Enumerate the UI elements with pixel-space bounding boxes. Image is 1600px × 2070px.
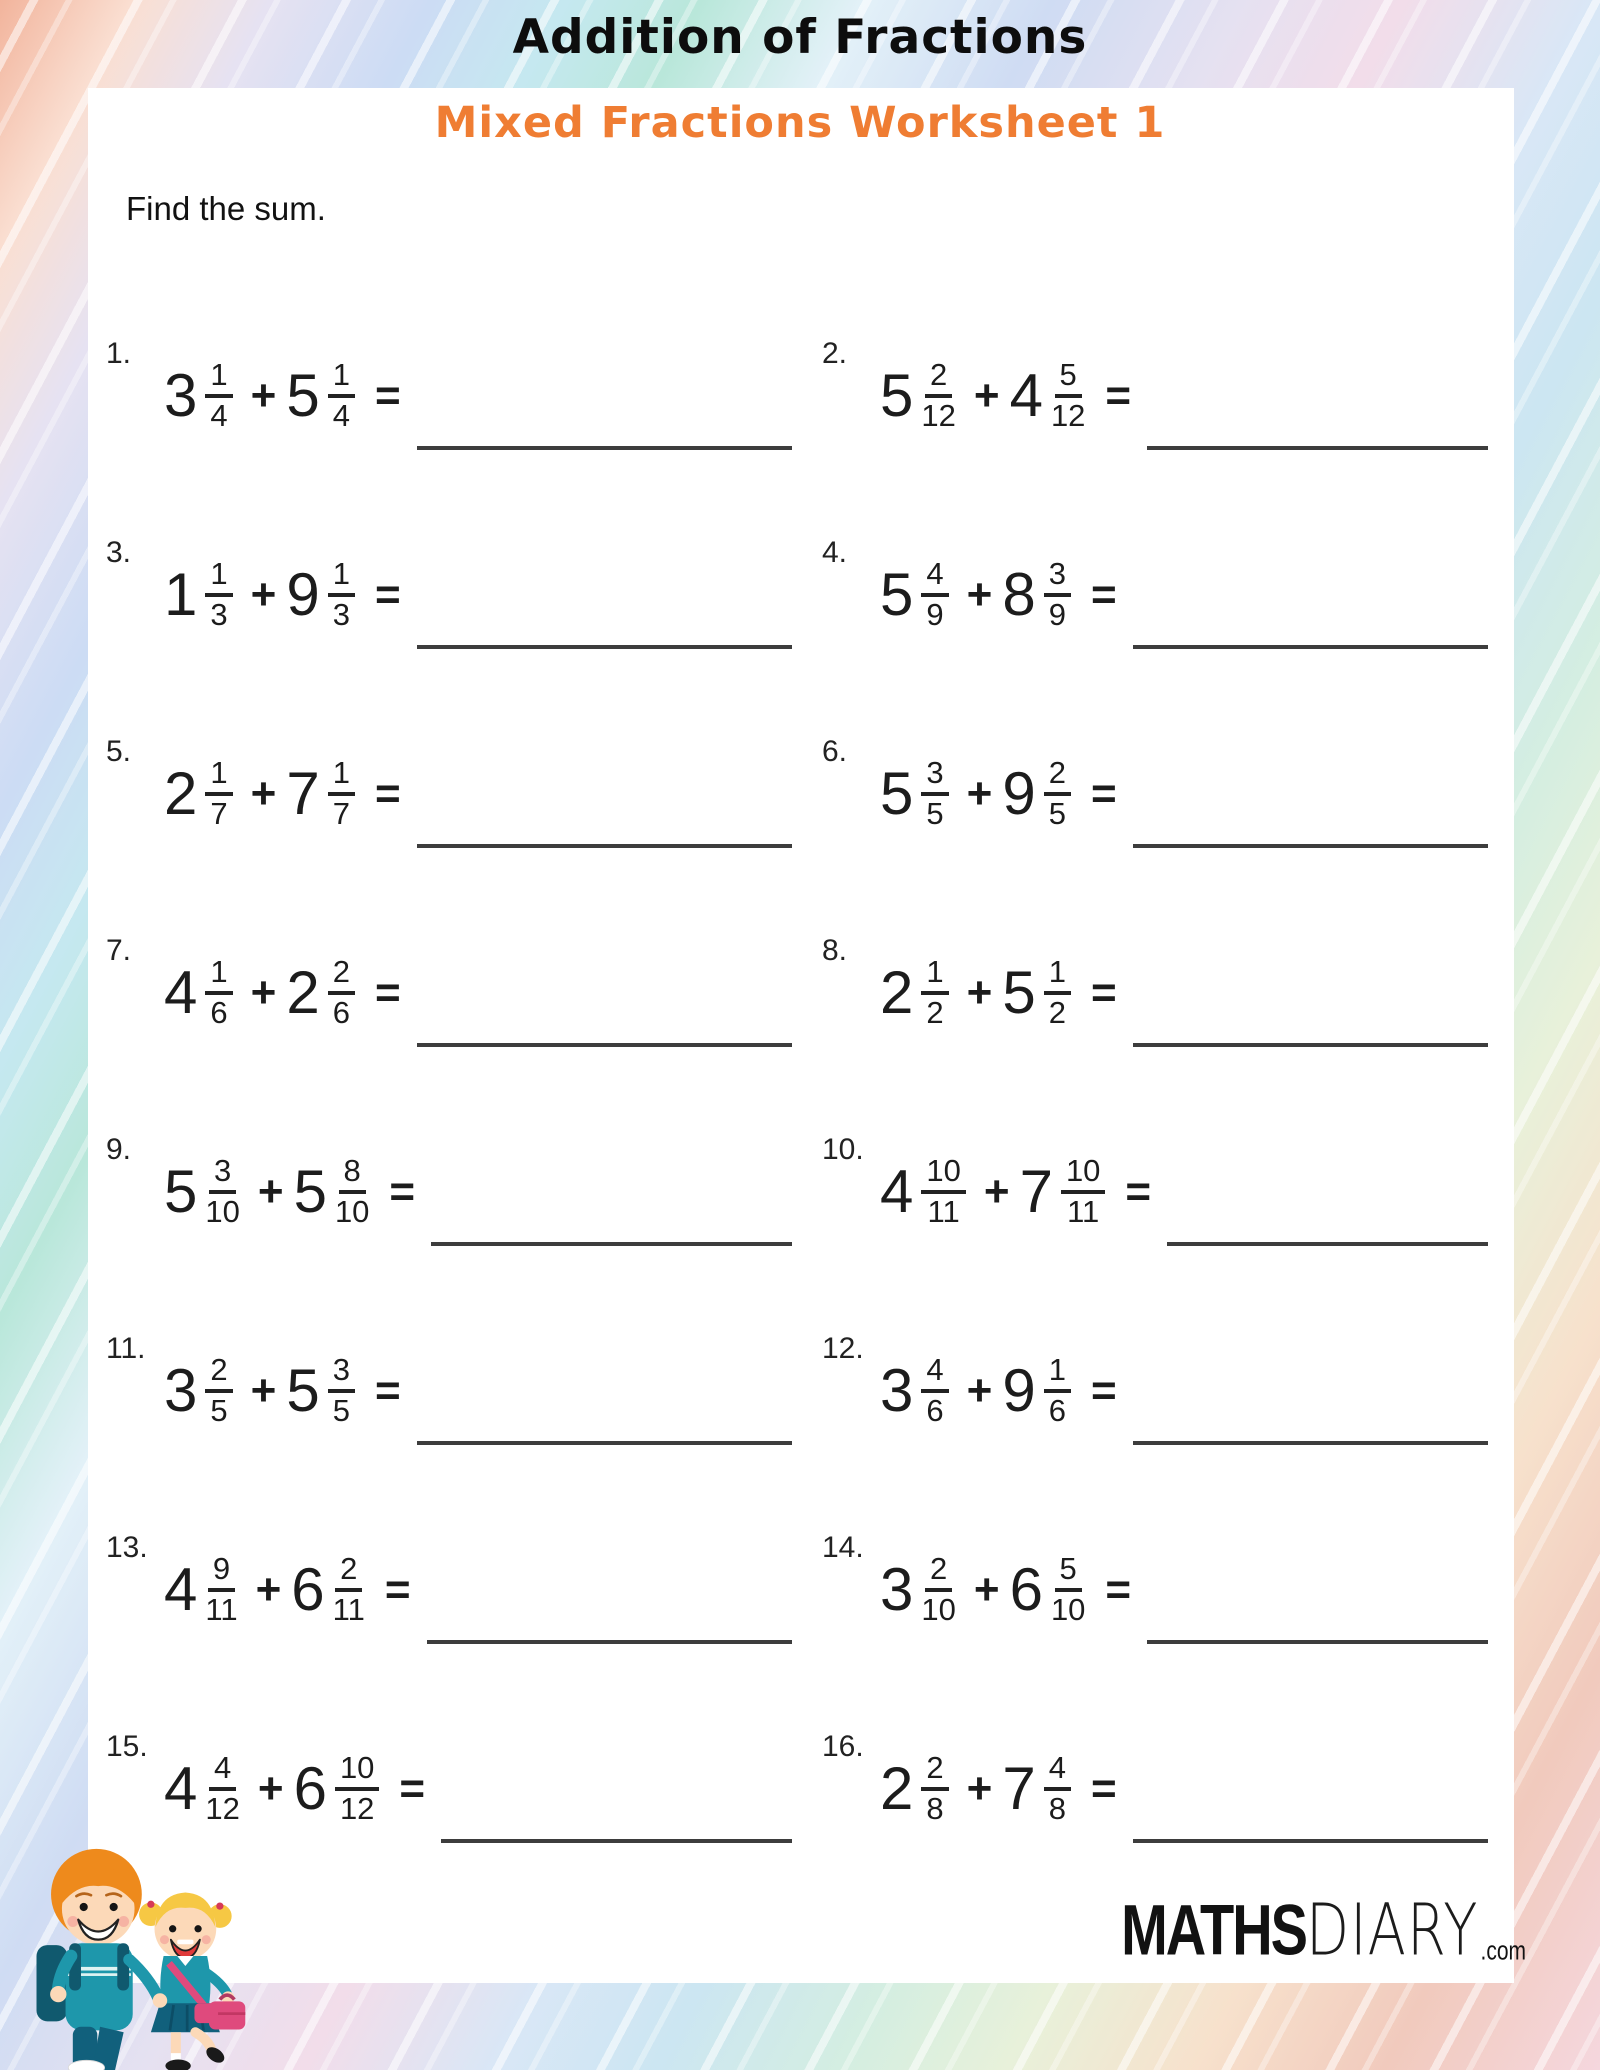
problem-number: 3. — [106, 535, 132, 569]
plus-sign: + — [966, 1365, 993, 1415]
answer-blank-line — [1133, 1043, 1488, 1047]
problem — [818, 495, 1514, 694]
fraction-2-numerator: 1 — [1044, 956, 1071, 995]
problem-number: 8. — [822, 933, 848, 967]
fraction-1 — [921, 1351, 948, 1428]
whole-number-2-value: 2 — [286, 958, 320, 1026]
fraction-2-denominator: 12 — [339, 1790, 375, 1826]
fraction-2-denominator: 6 — [332, 994, 350, 1030]
problem-number: 9. — [106, 1132, 132, 1166]
equals-sign: = — [1090, 967, 1117, 1017]
equals-sign: = — [384, 1564, 411, 1614]
fraction-1 — [921, 1550, 956, 1627]
fraction-2-numerator: 3 — [1044, 558, 1071, 597]
fraction-2-numerator: 2 — [1044, 757, 1071, 796]
fraction-1 — [205, 1152, 240, 1229]
equals-sign: = — [1105, 370, 1132, 420]
whole-number-2 — [286, 1356, 320, 1424]
plus-sign: + — [983, 1166, 1010, 1216]
problem-number: 14. — [822, 1530, 864, 1564]
whole-number-2-value: 9 — [1002, 759, 1036, 827]
problem-number: 7. — [106, 933, 132, 967]
equals-sign: = — [374, 370, 401, 420]
problems-grid — [106, 296, 1514, 1888]
fraction-1-denominator: 10 — [205, 1193, 240, 1229]
problem — [106, 893, 818, 1092]
fraction-2-denominator: 5 — [332, 1392, 350, 1428]
answer-blank-line — [1167, 1242, 1488, 1246]
fraction-2-denominator: 7 — [332, 795, 350, 831]
fraction-1-numerator: 1 — [205, 359, 232, 398]
fraction-1-denominator: 5 — [210, 1392, 228, 1428]
fraction-2 — [1044, 1351, 1071, 1428]
fraction-2 — [328, 754, 355, 831]
whole-number-2 — [293, 1754, 327, 1822]
equals-sign: = — [374, 967, 401, 1017]
whole-number-1: 5 — [164, 1157, 198, 1225]
plus-sign: + — [973, 370, 1000, 420]
whole-number-2 — [286, 361, 320, 429]
plus-sign: + — [250, 569, 277, 619]
whole-number-1: 2 — [880, 958, 914, 1026]
answer-blank-line — [1133, 1839, 1488, 1843]
fraction-1-numerator: 1 — [205, 757, 232, 796]
fraction-1 — [205, 1351, 232, 1428]
fraction-2-numerator: 1 — [1044, 1354, 1071, 1393]
fraction-1-denominator: 3 — [210, 596, 228, 632]
fraction-1-denominator: 10 — [921, 1591, 956, 1627]
plus-sign: + — [250, 370, 277, 420]
fraction-2-denominator: 2 — [1048, 994, 1066, 1030]
fraction-1-denominator: 12 — [205, 1790, 240, 1826]
fraction-2-denominator: 9 — [1048, 596, 1066, 632]
answer-blank-line — [1133, 1441, 1488, 1445]
fraction-2-denominator: 8 — [1048, 1790, 1066, 1826]
fraction-1 — [921, 1749, 948, 1826]
fraction-2-denominator: 11 — [332, 1591, 365, 1627]
problem-number: 12. — [822, 1331, 864, 1365]
fraction-1-numerator: 3 — [209, 1155, 236, 1194]
fraction-1-numerator: 3 — [921, 757, 948, 796]
problem-number: 6. — [822, 734, 848, 768]
fraction-1-denominator: 12 — [921, 397, 956, 433]
fraction-2-denominator: 10 — [1050, 1591, 1086, 1627]
equals-sign: = — [374, 569, 401, 619]
problem-number: 4. — [822, 535, 848, 569]
equals-sign: = — [1090, 1763, 1117, 1813]
fraction-2-numerator: 5 — [1055, 359, 1082, 398]
problem — [106, 296, 818, 495]
fraction-1 — [205, 1749, 240, 1826]
fraction-2 — [1044, 953, 1071, 1030]
whole-number-1: 4 — [164, 1754, 198, 1822]
whole-number-1: 4 — [880, 1157, 914, 1225]
fraction-2 — [334, 1152, 370, 1229]
fraction-1 — [921, 953, 948, 1030]
instruction-text: Find the sum. — [126, 190, 326, 227]
fraction-2-denominator: 10 — [334, 1193, 370, 1229]
fraction-2-numerator: 10 — [1061, 1155, 1105, 1194]
plus-sign: + — [255, 1564, 282, 1614]
equals-sign: = — [1090, 1365, 1117, 1415]
answer-blank-line — [417, 1441, 792, 1445]
fraction-2 — [1061, 1152, 1105, 1229]
fraction-2 — [328, 1351, 355, 1428]
whole-number-2 — [1002, 958, 1036, 1026]
fraction-2 — [328, 555, 355, 632]
problem — [818, 694, 1514, 893]
problem — [818, 893, 1514, 1092]
fraction-1 — [205, 356, 232, 433]
problem — [818, 296, 1514, 495]
fraction-1 — [205, 1550, 238, 1627]
fraction-1-denominator: 11 — [205, 1591, 238, 1627]
whole-number-2 — [1002, 1754, 1036, 1822]
problem-number: 1. — [106, 336, 132, 370]
fraction-2-denominator: 11 — [1067, 1193, 1100, 1229]
fraction-1-denominator: 6 — [926, 1392, 944, 1428]
whole-number-1: 5 — [880, 759, 914, 827]
answer-blank-line — [1133, 645, 1488, 649]
fraction-1 — [921, 555, 948, 632]
whole-number-2-value: 6 — [1009, 1555, 1043, 1623]
plus-sign: + — [250, 1365, 277, 1415]
children-illustration — [4, 1838, 256, 2070]
whole-number-2-value: 9 — [1002, 1356, 1036, 1424]
fraction-1-numerator: 2 — [925, 359, 952, 398]
fraction-1-numerator: 1 — [205, 558, 232, 597]
whole-number-2-value: 8 — [1002, 560, 1036, 628]
whole-number-1: 5 — [880, 361, 914, 429]
whole-number-2 — [291, 1555, 325, 1623]
fraction-1-denominator: 8 — [926, 1790, 944, 1826]
page-title: Addition of Fractions — [512, 10, 1088, 65]
whole-number-2 — [1009, 361, 1043, 429]
whole-number-2 — [1002, 759, 1036, 827]
whole-number-2-value: 6 — [293, 1754, 327, 1822]
fraction-2 — [1050, 356, 1086, 433]
fraction-2-numerator: 4 — [1044, 1752, 1071, 1791]
fraction-2-denominator: 4 — [332, 397, 350, 433]
fraction-2-denominator: 3 — [332, 596, 350, 632]
answer-blank-line — [441, 1839, 792, 1843]
plus-sign: + — [966, 569, 993, 619]
fraction-2 — [328, 356, 355, 433]
fraction-2-denominator: 5 — [1048, 795, 1066, 831]
whole-number-2-value: 5 — [293, 1157, 327, 1225]
whole-number-2-value: 7 — [286, 759, 320, 827]
fraction-2-numerator: 2 — [335, 1553, 362, 1592]
problem-number: 2. — [822, 336, 848, 370]
whole-number-1: 5 — [880, 560, 914, 628]
equals-sign: = — [374, 768, 401, 818]
fraction-1 — [205, 953, 232, 1030]
problem — [106, 694, 818, 893]
whole-number-2-value: 5 — [286, 1356, 320, 1424]
answer-blank-line — [1147, 1640, 1488, 1644]
fraction-2 — [328, 953, 355, 1030]
equals-sign: = — [1090, 569, 1117, 619]
whole-number-1: 3 — [164, 361, 198, 429]
logo-diary-text: DIARY — [1306, 1889, 1479, 1973]
problem — [106, 1291, 818, 1490]
fraction-2 — [1050, 1550, 1086, 1627]
answer-blank-line — [1133, 844, 1488, 848]
whole-number-1: 4 — [164, 1555, 198, 1623]
fraction-1 — [921, 356, 956, 433]
problem-number: 10. — [822, 1132, 864, 1166]
fraction-1-denominator: 4 — [210, 397, 228, 433]
whole-number-2-value: 4 — [1009, 361, 1043, 429]
whole-number-2-value: 9 — [286, 560, 320, 628]
whole-number-1: 1 — [164, 560, 198, 628]
fraction-1 — [921, 1152, 965, 1229]
problem-number: 5. — [106, 734, 132, 768]
answer-blank-line — [417, 1043, 792, 1047]
whole-number-1: 3 — [164, 1356, 198, 1424]
whole-number-2 — [1002, 560, 1036, 628]
equals-sign: = — [1090, 768, 1117, 818]
fraction-1-numerator: 9 — [208, 1553, 235, 1592]
fraction-1 — [921, 754, 948, 831]
whole-number-2 — [286, 560, 320, 628]
fraction-2-numerator: 10 — [335, 1752, 379, 1791]
fraction-1-denominator: 5 — [926, 795, 944, 831]
fraction-2 — [1044, 555, 1071, 632]
fraction-1-numerator: 4 — [921, 1354, 948, 1393]
whole-number-2-value: 5 — [1002, 958, 1036, 1026]
equals-sign: = — [389, 1166, 416, 1216]
whole-number-2-value: 7 — [1019, 1157, 1053, 1225]
fraction-1-numerator: 2 — [205, 1354, 232, 1393]
whole-number-1: 2 — [164, 759, 198, 827]
fraction-1-numerator: 1 — [921, 956, 948, 995]
fraction-2-denominator: 12 — [1050, 397, 1086, 433]
equals-sign: = — [399, 1763, 426, 1813]
fraction-1-denominator: 9 — [926, 596, 944, 632]
fraction-2-numerator: 2 — [328, 956, 355, 995]
fraction-1 — [205, 754, 232, 831]
fraction-1-denominator: 6 — [210, 994, 228, 1030]
fraction-1 — [205, 555, 232, 632]
whole-number-2 — [286, 958, 320, 1026]
fraction-2-numerator: 8 — [339, 1155, 366, 1194]
fraction-1-denominator: 7 — [210, 795, 228, 831]
fraction-1-denominator: 11 — [927, 1193, 960, 1229]
worksheet-subtitle: Mixed Fractions Worksheet 1 — [434, 98, 1166, 148]
problem — [818, 1092, 1514, 1291]
fraction-1-numerator: 2 — [921, 1752, 948, 1791]
whole-number-2 — [286, 759, 320, 827]
fraction-2 — [335, 1749, 379, 1826]
problem — [106, 1490, 818, 1689]
problem — [106, 495, 818, 694]
fraction-2-denominator: 6 — [1048, 1392, 1066, 1428]
answer-blank-line — [417, 446, 792, 450]
fraction-2 — [1044, 754, 1071, 831]
fraction-2 — [332, 1550, 365, 1627]
fraction-1-numerator: 2 — [925, 1553, 952, 1592]
problem — [818, 1291, 1514, 1490]
whole-number-2-value: 5 — [286, 361, 320, 429]
whole-number-1: 2 — [880, 1754, 914, 1822]
answer-blank-line — [417, 645, 792, 649]
equals-sign: = — [1105, 1564, 1132, 1614]
fraction-2 — [1044, 1749, 1071, 1826]
answer-blank-line — [1147, 446, 1488, 450]
fraction-1-numerator: 4 — [209, 1752, 236, 1791]
fraction-2-numerator: 1 — [328, 558, 355, 597]
problem — [818, 1689, 1514, 1888]
whole-number-1: 4 — [164, 958, 198, 1026]
whole-number-1: 3 — [880, 1356, 914, 1424]
fraction-2-numerator: 3 — [328, 1354, 355, 1393]
plus-sign: + — [250, 967, 277, 1017]
fraction-1-denominator: 2 — [926, 994, 944, 1030]
whole-number-2 — [293, 1157, 327, 1225]
problem-number: 11. — [106, 1331, 146, 1365]
whole-number-2 — [1002, 1356, 1036, 1424]
plus-sign: + — [250, 768, 277, 818]
fraction-1-numerator: 1 — [205, 956, 232, 995]
whole-number-1: 3 — [880, 1555, 914, 1623]
equals-sign: = — [1125, 1166, 1152, 1216]
plus-sign: + — [966, 768, 993, 818]
plus-sign: + — [257, 1763, 284, 1813]
plus-sign: + — [257, 1166, 284, 1216]
fraction-2-numerator: 5 — [1055, 1553, 1082, 1592]
answer-blank-line — [417, 844, 792, 848]
answer-blank-line — [427, 1640, 792, 1644]
problem-number: 16. — [822, 1729, 864, 1763]
fraction-2-numerator: 1 — [328, 757, 355, 796]
fraction-2-numerator: 1 — [328, 359, 355, 398]
problem — [106, 1092, 818, 1291]
fraction-1-numerator: 4 — [921, 558, 948, 597]
whole-number-2 — [1019, 1157, 1053, 1225]
plus-sign: + — [973, 1564, 1000, 1614]
logo-tld-text: .com — [1480, 1936, 1526, 1967]
equals-sign: = — [374, 1365, 401, 1415]
whole-number-2-value: 6 — [291, 1555, 325, 1623]
problem-number: 13. — [106, 1530, 148, 1564]
problem — [818, 1490, 1514, 1689]
problem-number: 15. — [106, 1729, 148, 1763]
logo-maths-text: MATHS — [1121, 1889, 1306, 1970]
plus-sign: + — [966, 1763, 993, 1813]
fraction-1-numerator: 10 — [921, 1155, 965, 1194]
whole-number-2-value: 7 — [1002, 1754, 1036, 1822]
whole-number-2 — [1009, 1555, 1043, 1623]
mathsdiary-logo — [1121, 1888, 1524, 1972]
plus-sign: + — [966, 967, 993, 1017]
answer-blank-line — [431, 1242, 792, 1246]
